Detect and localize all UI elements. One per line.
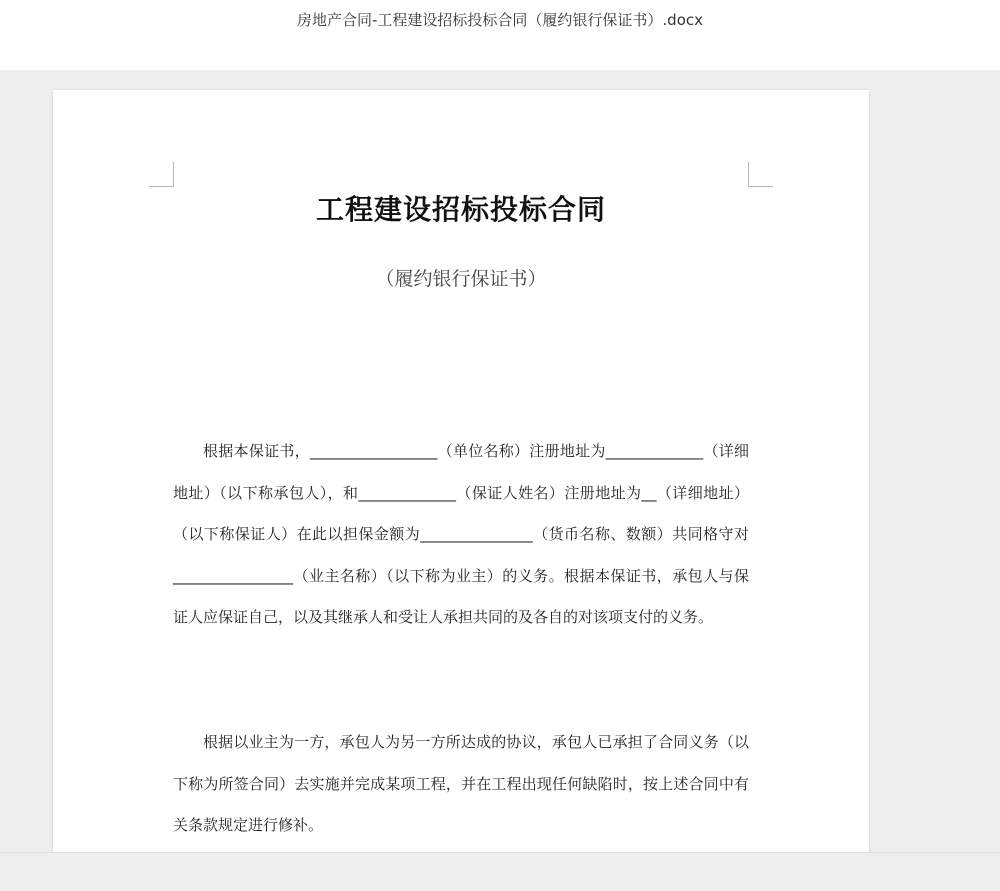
title-bar [0, 0, 1000, 70]
document-subtitle: （履约银行保证书） [375, 268, 547, 290]
document-filename: 房地产合同-工程建设招标投标合同（履约银行保证书）.docx [296, 11, 703, 29]
document-page [53, 90, 869, 860]
bottom-scroll-area[interactable] [0, 852, 1000, 891]
document-title: 工程建设招标投标合同 [315, 193, 606, 226]
crop-mark-top-right [748, 162, 773, 187]
paragraph-2: 根据以业主为一方，承包人为另一方所达成的协议，承包人已承担了合同义务（以下称为所签合同）去实施并完成某项工程，并在工程出现任何缺陷时，按上述合同中有关条款规定进行修补。 [173, 733, 749, 834]
crop-mark-top-left [149, 162, 174, 187]
document-viewer[interactable] [0, 70, 1000, 890]
paragraph-1: 根据本保证书，_________________（单位名称）注册地址为_____________（详细地址）（以下称承包人），和_____________（保证人姓名）注册地址为__（详细地址）（以下称保证人）在此以担保金额为_______________（货币名称、数额）共同格守对________________（业主名称）（以下称为业主）的义务。根据本保证书，承包人与保证人应保证自己，以及其继承人和受让人承担共同的及各自的对该项支付的义务。 [173, 442, 749, 626]
